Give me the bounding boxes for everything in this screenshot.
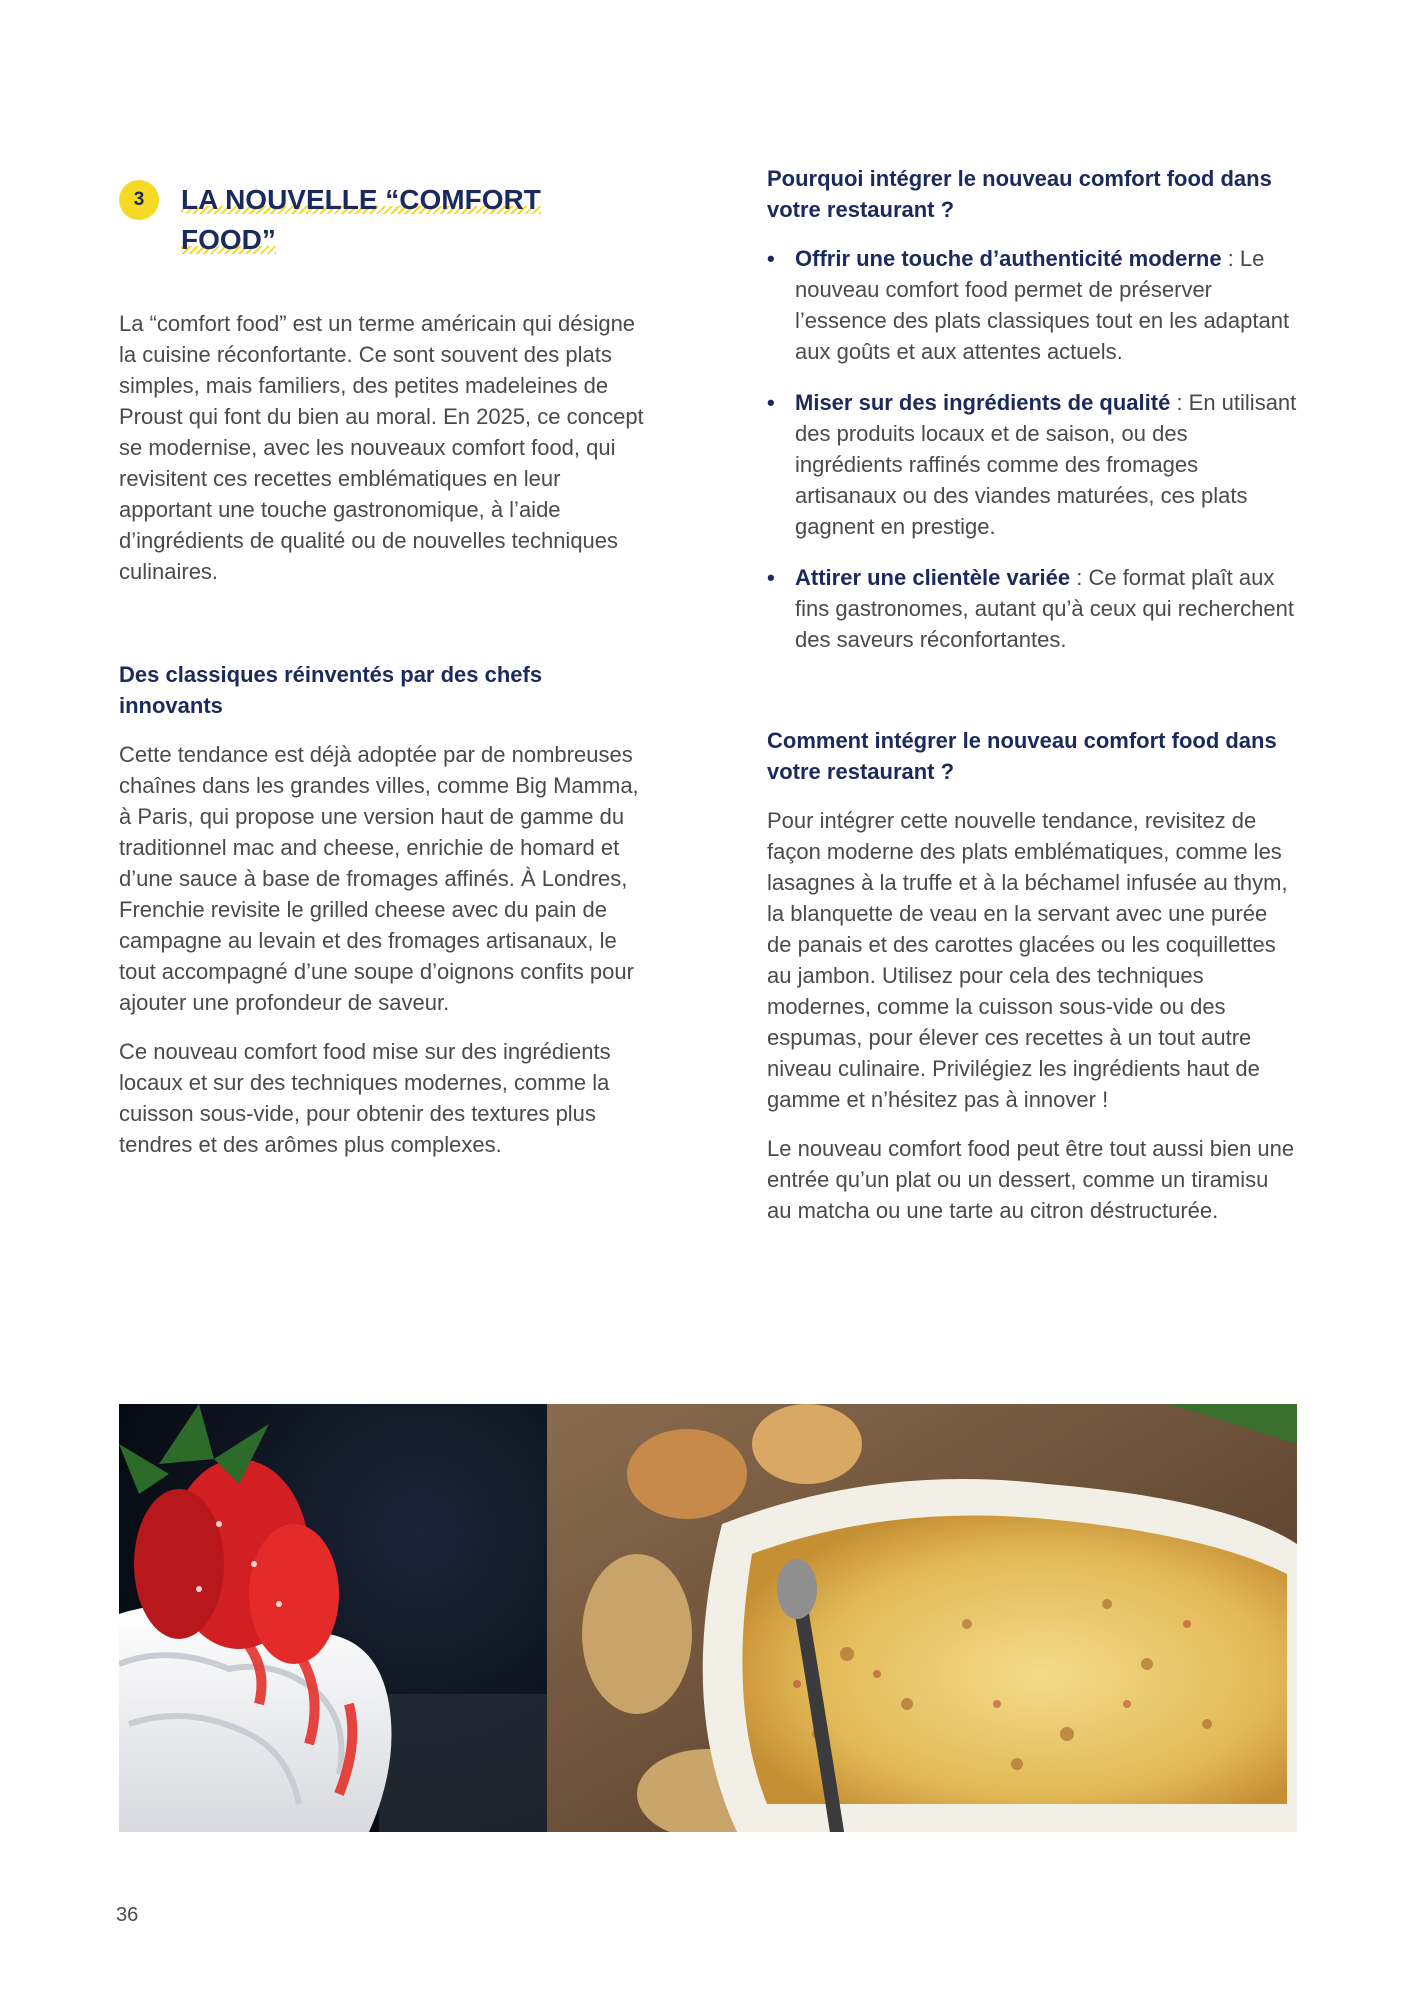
gratin-photo — [547, 1404, 1297, 1832]
list-item — [767, 387, 1297, 542]
bullet-title: Offrir une touche d’authenticité moderne — [795, 246, 1222, 271]
bullet-title: Attirer une clientèle variée — [795, 565, 1071, 590]
section-header — [119, 170, 644, 260]
how-paragraph-2: Le nouveau comfort food peut être tout aussi bien une entrée qu’un plat ou un dessert, comme un tiramisu au matcha ou une tarte au citron déstructurée. — [767, 1136, 1295, 1223]
bullet-text: : Le nouveau comfort food permet de préserver l’essence des plats classiques tout en les adaptant aux goûts et aux attentes actuels. — [795, 246, 1290, 364]
right-column — [767, 163, 1297, 1244]
how-heading: Comment intégrer le nouveau comfort food dans votre restaurant ? — [767, 728, 1277, 784]
how-paragraph-1: Pour intégrer cette nouvelle tendance, revisitez de façon moderne des plats emblématiques, comme les lasagnes à la truffe et à la béchamel infusée au thym, la blanquette de veau en la servant avec une purée de panais et des carottes glacées ou les coquillettes au jambon. Utilisez pour cela des techniques modernes, comme la cuisson sous-vide ou des espumas, pour élever ces recettes à un tout autre niveau culinaire. Privilégiez les ingrédients haut de gamme et n’hésitez pas à innover ! — [767, 808, 1288, 1112]
list-item — [767, 562, 1297, 655]
left-column — [119, 170, 644, 1178]
section-title-line2: FOOD” — [181, 224, 276, 255]
page-number: 36 — [116, 1904, 139, 1926]
dessert-illustration — [119, 1404, 547, 1832]
bullet-title: Miser sur des ingrédients de qualité — [795, 390, 1171, 415]
section-title — [181, 180, 541, 260]
list-item — [767, 243, 1297, 367]
photo-strip — [119, 1404, 1297, 1832]
classics-paragraph-1: Cette tendance est déjà adoptée par de nombreuses chaînes dans les grandes villes, comme Big Mamma, à Paris, qui propose une version haut de gamme du traditionnel mac and cheese, enrichie de homard et d’une sauce à base de fromages affinés. À Londres, Frenchie revisite le grilled cheese avec du pain de campagne au levain et des fromages artisanaux, le tout accompagné d’une soupe d’oignons confits pour ajouter une profondeur de saveur. — [119, 742, 639, 1015]
benefits-list — [767, 243, 1297, 655]
gratin-illustration — [547, 1404, 1297, 1832]
section-title-line1: LA NOUVELLE “COMFORT — [181, 184, 541, 215]
bullet-text: : En utilisant des produits locaux et de saison, ou des ingrédients raffinés comme des fromages artisanaux ou des viandes maturées, ces plats gagnent en prestige. — [795, 390, 1297, 539]
why-heading: Pourquoi intégrer le nouveau comfort food dans votre restaurant ? — [767, 166, 1272, 222]
classics-paragraph-2: Ce nouveau comfort food mise sur des ingrédients locaux et sur des techniques modernes, comme la cuisson sous-vide, pour obtenir des textures plus tendres et des arômes plus complexes. — [119, 1039, 611, 1157]
dessert-photo — [119, 1404, 547, 1832]
bullet-text: : Ce format plaît aux fins gastronomes, autant qu’à ceux qui recherchent des saveurs réconfortantes. — [795, 565, 1294, 652]
section-number-badge: 3 — [119, 180, 159, 220]
intro-paragraph: La “comfort food” est un terme américain qui désigne la cuisine réconfortante. Ce sont souvent des plats simples, mais familiers, des petites madeleines de Proust qui font du bien au moral. En 2025, ce concept se modernise, avec les nouveaux comfort food, qui revisitent ces recettes emblématiques en leur apportant une touche gastronomique, à l’aide d’ingrédients de qualité ou de nouvelles techniques culinaires. — [119, 311, 644, 584]
classics-heading: Des classiques réinventés par des chefs innovants — [119, 662, 543, 718]
